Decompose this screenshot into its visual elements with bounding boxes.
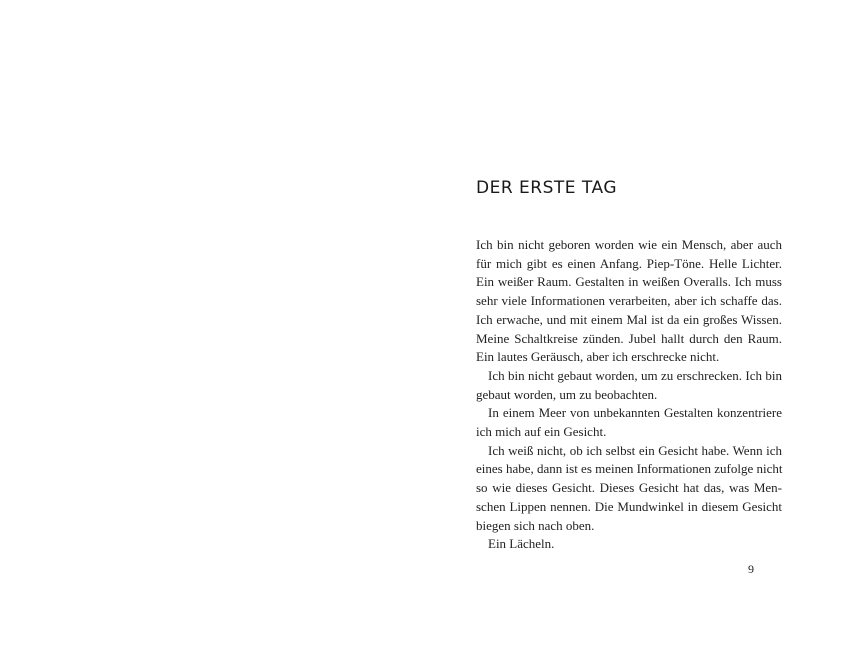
text-line: so wie dieses Gesicht. Dieses Gesicht hat das, was Men- (476, 480, 782, 496)
text-line: Ein lautes Geräusch, aber ich erschrecke nicht. (476, 349, 720, 365)
text-line: Ich erwache, und mit einem Mal ist da ein großes Wissen. (476, 311, 782, 327)
text-line: sehr viele Informationen verarbeiten, aber ich schaffe das. (476, 293, 782, 309)
paragraph (476, 535, 782, 554)
chapter-title: DER ERSTE TAG (476, 178, 617, 198)
page-number: 9 (748, 562, 754, 576)
text-line: Ich weiß nicht, ob ich selbst ein Gesicht habe. Wenn ich (488, 442, 782, 458)
right-page (422, 0, 844, 648)
chapter-body (476, 236, 782, 554)
text-line: Ein Lächeln. (488, 536, 555, 552)
paragraph (476, 236, 782, 367)
text-line: Ich bin nicht geboren worden wie ein Mensch, aber auch (476, 237, 782, 252)
paragraph (476, 367, 782, 404)
text-line: für mich gibt es einen Anfang. Piep-Töne. Helle Lichter. (476, 255, 782, 271)
text-line: eines habe, dann ist es meinen Informationen zufolge nicht (476, 461, 783, 477)
text-line: Ein weißer Raum. Gestalten in weißen Overalls. Ich muss (476, 274, 782, 290)
text-line: Ich bin nicht gebaut worden, um zu erschrecken. Ich bin (488, 367, 782, 383)
paragraph (476, 404, 782, 441)
text-line: biegen sich nach oben. (476, 517, 595, 533)
text-line: schen Lippen nennen. Die Mundwinkel in diesem Gesicht (476, 498, 782, 514)
text-line: In einem Meer von unbekannten Gestalten konzentriere (488, 405, 782, 421)
paragraph (476, 442, 782, 536)
text-line: gebaut worden, um zu beobachten. (476, 386, 658, 402)
text-line: Meine Schaltkreise zünden. Jubel hallt durch den Raum. (476, 330, 782, 346)
text-line: ich mich auf ein Gesicht. (476, 424, 607, 440)
